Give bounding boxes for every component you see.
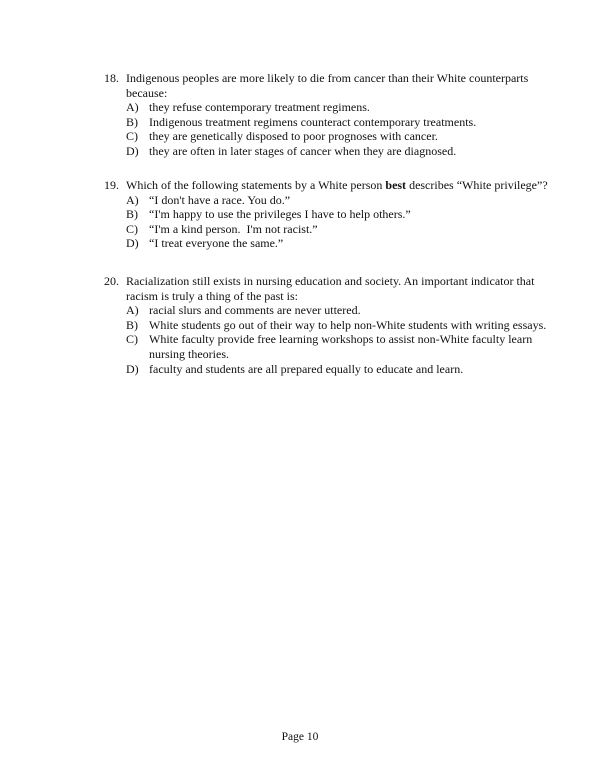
answer-option-d — [104, 236, 554, 251]
answer-option-b — [104, 318, 554, 333]
option-text: “I'm a kind person. I'm not racist.” — [149, 221, 318, 236]
answer-option-c — [104, 129, 554, 144]
question-text — [126, 178, 554, 193]
question-number: 19. — [104, 178, 119, 192]
option-letter: D) — [126, 143, 139, 158]
question-number: 20. — [104, 274, 119, 288]
answer-options — [104, 100, 554, 158]
question-stem — [104, 274, 554, 303]
option-letter: A) — [126, 303, 139, 318]
question-18 — [104, 71, 554, 159]
option-letter: C) — [126, 221, 138, 236]
answer-option-c — [104, 222, 554, 237]
answer-option-a — [104, 193, 554, 208]
answer-option-a — [104, 303, 554, 318]
option-letter: C) — [126, 332, 138, 347]
question-number: 18. — [104, 71, 119, 85]
question-text: Racialization still exists in nursing education and society. An important indicator that racism is truly a thing of the past is: — [126, 274, 535, 303]
option-text: “I treat everyone the same.” — [149, 236, 284, 251]
option-letter: A) — [126, 100, 139, 115]
option-text: White students go out of their way to help non-White students with writing essays. — [149, 317, 547, 332]
stem-emphasis: best — [385, 178, 407, 192]
option-letter: B) — [126, 317, 138, 332]
option-letter: D) — [126, 361, 139, 376]
option-text: racial slurs and comments are never uttered. — [149, 303, 361, 318]
question-19 — [104, 178, 554, 251]
option-text: they are genetically disposed to poor prognoses with cancer. — [149, 129, 438, 144]
page-number: Page 10 — [281, 731, 319, 743]
option-text: “I don't have a race. You do.” — [149, 192, 291, 207]
option-text: “I'm happy to use the privileges I have to help others.” — [149, 207, 411, 222]
answer-options — [104, 303, 554, 376]
answer-option-b — [104, 207, 554, 222]
answer-option-d — [104, 144, 554, 159]
stem-text-after: describes “White privilege”? — [406, 178, 548, 192]
question-text: Indigenous peoples are more likely to die from cancer than their White counterparts because: — [126, 71, 529, 100]
option-text: they are often in later stages of cancer when they are diagnosed. — [149, 143, 457, 158]
question-stem — [104, 178, 554, 193]
question-stem — [104, 71, 554, 100]
option-letter: B) — [126, 207, 138, 222]
option-text: White faculty provide free learning workshops to assist non-White faculty learn nursing theories. — [149, 332, 533, 361]
question-20 — [104, 274, 554, 376]
answer-option-a — [104, 100, 554, 115]
option-letter: B) — [126, 114, 138, 129]
option-text: faculty and students are all prepared equally to educate and learn. — [149, 361, 464, 376]
option-text: Indigenous treatment regimens counteract contemporary treatments. — [149, 114, 477, 129]
option-letter: A) — [126, 192, 139, 207]
option-letter: C) — [126, 129, 138, 144]
answer-option-d — [104, 362, 554, 377]
answer-options — [104, 193, 554, 251]
option-text: they refuse contemporary treatment regimens. — [149, 100, 370, 115]
answer-option-b — [104, 115, 554, 130]
stem-text-before: Which of the following statements by a White person — [126, 178, 386, 192]
answer-option-c — [104, 332, 554, 361]
option-letter: D) — [126, 236, 139, 251]
